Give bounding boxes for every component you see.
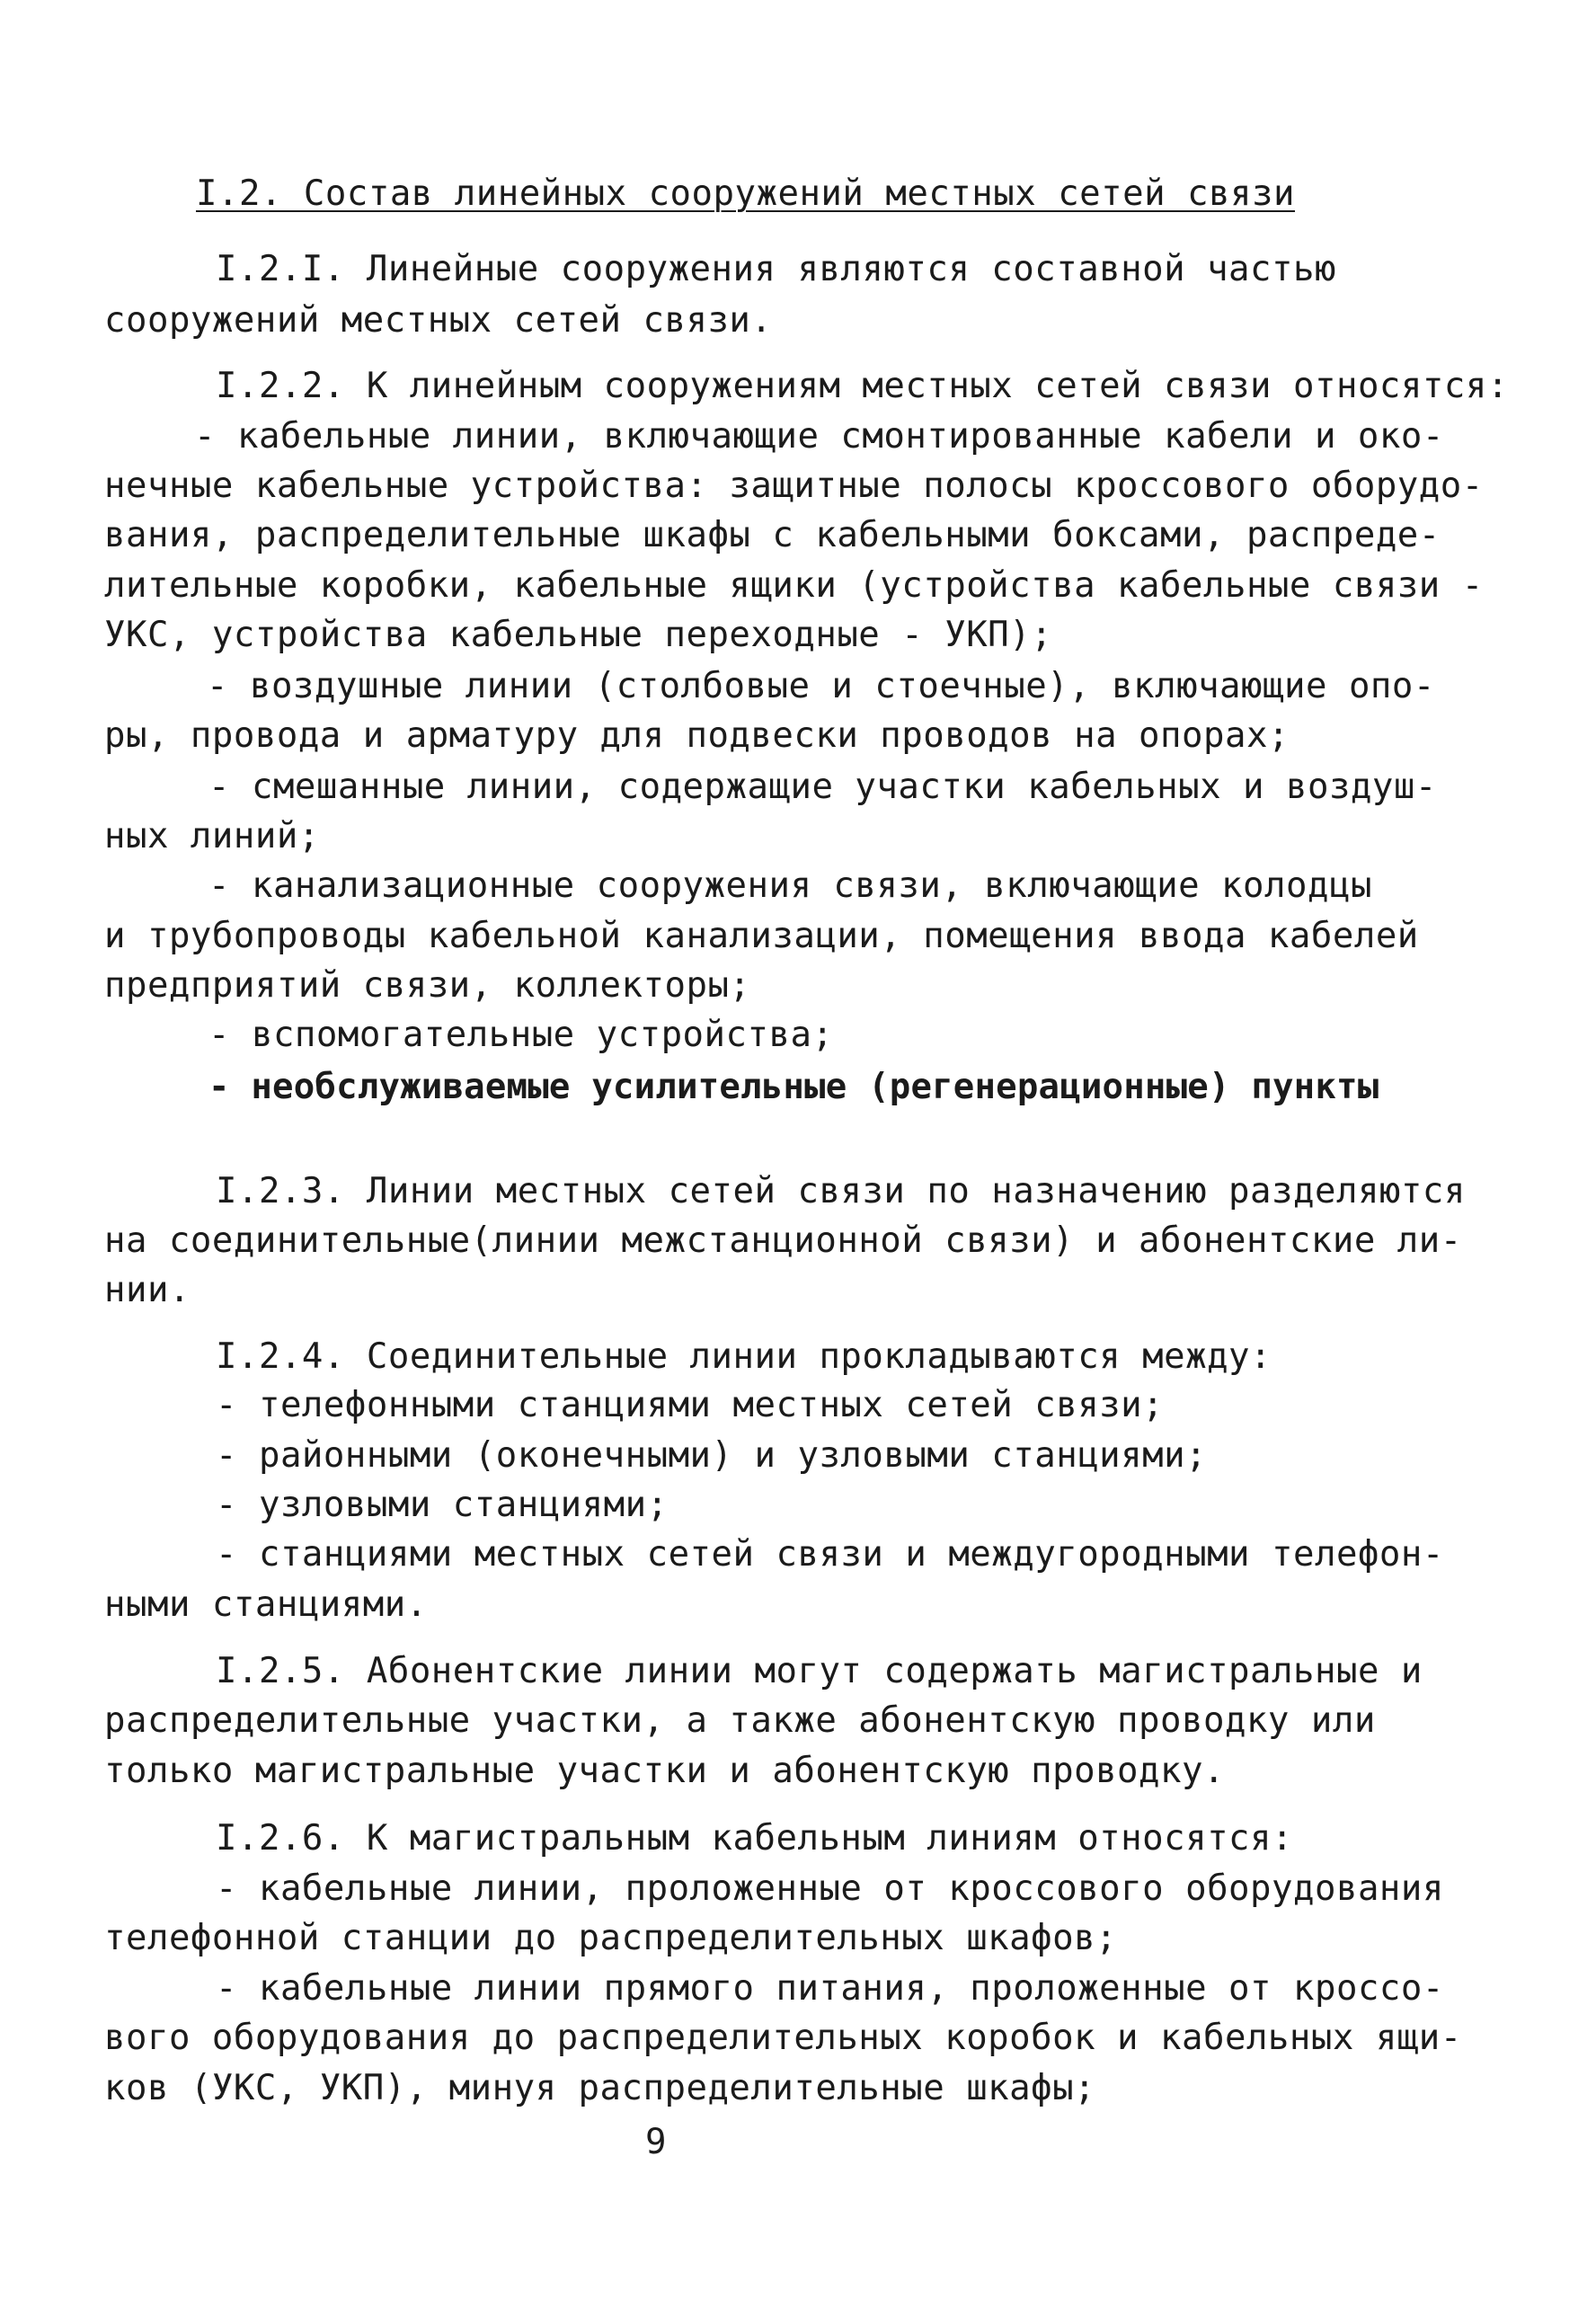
paragraph-line: только магистральные участки и абонентскую проводку. xyxy=(104,1751,1225,1791)
list-item: - кабельные линии, проложенные от кроссового оборудования xyxy=(216,1868,1444,1909)
list-item: - канализационные сооружения связи, включающие колодцы xyxy=(208,865,1372,906)
paragraph-line: вания, распределительные шкафы с кабельными боксами, распреде- xyxy=(104,515,1441,555)
list-item: - районными (оконечными) и узловыми станциями; xyxy=(216,1435,1208,1476)
section-title: I.2. Состав линейных сооружений местных сетей связи xyxy=(196,173,1295,214)
list-item: - станциями местных сетей связи и междугородными телефон- xyxy=(216,1534,1444,1575)
list-item: - кабельные линии прямого питания, проложенные от кроссо- xyxy=(216,1968,1444,2009)
paragraph-line: и трубопроводы кабельной канализации, помещения ввода кабелей xyxy=(104,916,1419,956)
paragraph-line: I.2.I. Линейные сооружения являются составной частью xyxy=(216,249,1336,289)
paragraph-line: нечные кабельные устройства: защитные полосы кроссового оборудо- xyxy=(104,466,1484,506)
list-item: - кабельные линии, включающие смонтированные кабели и око- xyxy=(194,416,1444,457)
paragraph-line: нии. xyxy=(104,1270,191,1310)
paragraph-line: вого оборудования до распределительных коробок и кабельных ящи- xyxy=(104,2018,1462,2058)
paragraph-line: на соединительные(линии межстанционной связи) и абонентские ли- xyxy=(104,1220,1462,1261)
paragraph-line: телефонной станции до распределительных шкафов; xyxy=(104,1918,1118,1958)
paragraph-line: I.2.3. Линии местных сетей связи по назначению разделяются xyxy=(216,1171,1466,1211)
list-item: - телефонными станциями местных сетей связи; xyxy=(216,1385,1165,1425)
paragraph-line: УКС, устройства кабельные переходные - УКП); xyxy=(104,615,1053,655)
paragraph-line: ных линий; xyxy=(104,816,320,856)
list-item: - необслуживаемые усилительные (регенерационные) пункты xyxy=(208,1067,1379,1107)
list-item: - смешанные линии, содержащие участки кабельных и воздуш- xyxy=(208,767,1437,807)
paragraph-line: предприятий связи, коллекторы; xyxy=(104,965,751,1006)
paragraph-line: ры, провода и арматуру для подвески проводов на опорах; xyxy=(104,715,1290,756)
paragraph-line: распределительные участки, а также абонентскую проводку или xyxy=(104,1700,1376,1741)
paragraph-line: I.2.5. Абонентские линии могут содержать магистральные и xyxy=(216,1651,1423,1691)
list-item: - воздушные линии (столбовые и стоечные), включающие опо- xyxy=(207,666,1435,706)
paragraph-line: I.2.2. К линейным сооружениям местных сетей связи относятся: xyxy=(216,366,1509,406)
paragraph-line: лительные коробки, кабельные ящики (устройства кабельные связи - xyxy=(104,565,1484,606)
paragraph-line: сооружений местных сетей связи. xyxy=(104,300,773,341)
page-number: 9 xyxy=(645,2122,667,2162)
paragraph-line: I.2.4. Соединительные линии прокладываются между: xyxy=(216,1336,1272,1377)
paragraph-line: ков (УКС, УКП), минуя распределительные шкафы; xyxy=(104,2068,1096,2108)
list-item: - вспомогательные устройства; xyxy=(208,1015,834,1055)
paragraph-line: I.2.6. К магистральным кабельным линиям относятся: xyxy=(216,1818,1293,1859)
paragraph-line: ными станциями. xyxy=(104,1584,428,1625)
list-item: - узловыми станциями; xyxy=(216,1485,669,1525)
